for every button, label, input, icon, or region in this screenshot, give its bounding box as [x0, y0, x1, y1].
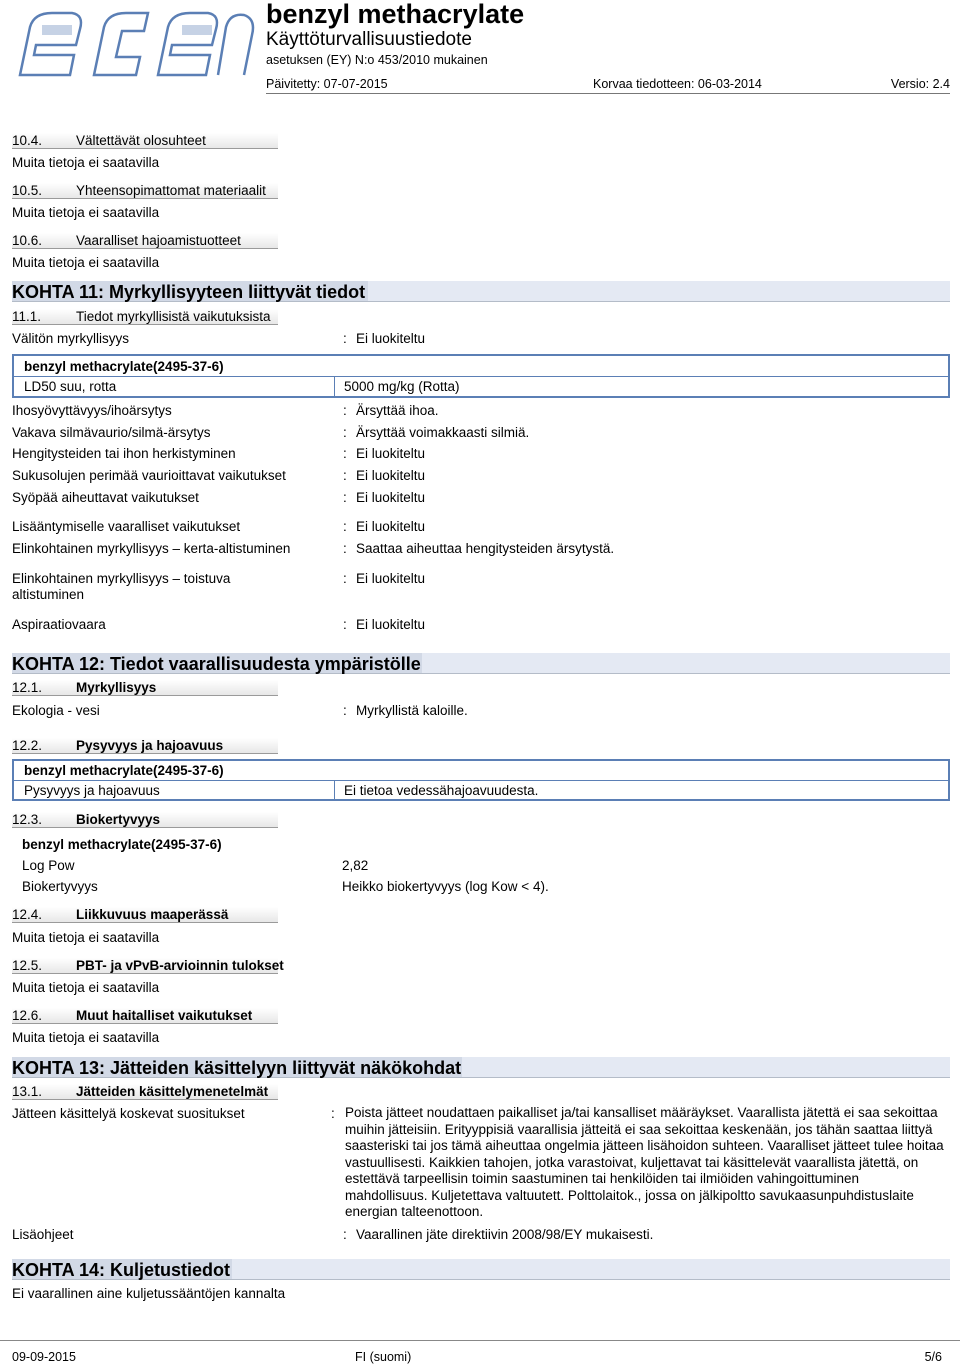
box-value: 5000 mg/kg (Rotta): [344, 379, 460, 394]
subsection-number: 11.1.: [12, 309, 42, 324]
section-14-header: [12, 1259, 950, 1280]
row-colon: :: [343, 541, 347, 556]
row-value: Ei luokiteltu: [356, 331, 426, 346]
box-value: Ei tietoa vedessähajoavuudesta.: [344, 783, 539, 798]
subsection-number: 10.6.: [12, 233, 43, 248]
row-value: Heikko biokertyvyys (log Kow < 4).: [342, 879, 549, 894]
row-label: Lisäohjeet: [12, 1227, 74, 1242]
subsection-title: Vaaralliset hajoamistuotteet: [76, 233, 241, 248]
footer-page: 5/6: [924, 1350, 942, 1364]
row-colon: :: [343, 571, 347, 586]
ecem-logo: [12, 5, 256, 87]
row-value: 2,82: [342, 858, 369, 873]
row-ecology-water: [12, 703, 950, 719]
subsection-title: Vältettävät olosuhteet: [76, 133, 206, 148]
row-acute-toxicity: [12, 331, 950, 347]
waste-recommendations-text: Poista jätteet noudattaen paikalliset ja/tai kansalliset määräykset. Vaarallista jätettä ei saa sekoittaa muihin jätteisiin. Erityyppisiä vaarallisia jätteitä ei saa sekoittaa keskenään, jos tähän saattaa liittyä saasteriski tai jos tämä aiheuttaa ongelmia jätteen lisähoidon suhteen. Vaaralliset jätteet tulee hoitaa vastuullisesti. Kaikkien tahojen, jotka varastoivat, kuljettavat tai käsittelevät vaarallista jätettä, on estettävä tarpeellisin toimin saastuminen tai henkilöiden tai ilmiöiden vahingoittuminen mahdollisuus. Kuljetettava valtuutett. Polttolaitok., jossa on jälkipoltto savukaasunpuhdistuslaite energian talteenottoon.: [345, 1105, 944, 1219]
row-label: Log Pow: [22, 858, 75, 873]
document-title: benzyl methacrylate: [266, 0, 525, 29]
row-colon: :: [343, 468, 347, 483]
subsection-number: 10.4.: [12, 133, 43, 148]
substance-label-bioaccumulation: benzyl methacrylate(2495-37-6): [22, 837, 222, 852]
section-title: KOHTA 13: Jätteiden käsittelyyn liittyvät näkökohdat: [12, 1058, 462, 1078]
row-eye-damage: [12, 425, 950, 441]
subsection-number: 13.1.: [12, 1084, 43, 1099]
row-value: Myrkyllistä kaloille.: [356, 703, 468, 718]
subsection-number: 12.1.: [12, 680, 43, 695]
text-12-4: Muita tietoja ei saatavilla: [12, 930, 160, 945]
section-title: KOHTA 12: Tiedot vaarallisuudesta ympäristölle: [12, 654, 421, 674]
transport-text: Ei vaarallinen aine kuljetussääntöjen kannalta: [12, 1286, 286, 1301]
row-value: Ei luokiteltu: [356, 490, 426, 505]
row-colon: :: [343, 425, 347, 440]
section-11-header: [12, 281, 950, 302]
version: Versio: 2.4: [890, 77, 950, 91]
section-13-header: [12, 1057, 950, 1078]
row-label: Syöpää aiheuttavat vaikutukset: [12, 490, 199, 505]
text-10-4: Muita tietoja ei saatavilla: [12, 155, 160, 170]
subsection-number: 10.5.: [12, 183, 43, 198]
row-value: Ärsyttää voimakkaasti silmiä.: [356, 425, 530, 440]
subsection-title: Biokertyvyys: [76, 812, 161, 827]
updated-date: Päivitetty: 07-07-2015: [266, 77, 388, 91]
subsection-title: Liikkuvuus maaperässä: [76, 907, 229, 922]
row-label-continued: altistuminen: [12, 587, 85, 602]
subsection-13-1: [12, 1084, 950, 1100]
row-colon: :: [343, 331, 347, 346]
row-label: Elinkohtainen myrkyllisyys – toistuva: [12, 571, 231, 586]
subsection-11-1: [12, 309, 950, 325]
subsection-title: Myrkyllisyys: [76, 680, 157, 695]
header-meta: [266, 75, 950, 94]
subsection-10-4: [12, 133, 950, 149]
section-title: KOHTA 14: Kuljetustiedot: [12, 1260, 231, 1280]
row-value: Vaarallinen jäte direktiivin 2008/98/EY mukaisesti.: [356, 1227, 654, 1242]
subsection-10-6: [12, 233, 950, 249]
subsection-number: 12.4.: [12, 907, 43, 922]
text-12-6: Muita tietoja ei saatavilla: [12, 1030, 160, 1045]
row-label: Ekologia - vesi: [12, 703, 100, 718]
row-colon: :: [343, 403, 347, 418]
row-label: Välitön myrkyllisyys: [12, 331, 130, 346]
row-value: Ei luokiteltu: [356, 468, 426, 483]
row-value: Ärsyttää ihoa.: [356, 403, 439, 418]
row-label: Aspiraatiovaara: [12, 617, 106, 632]
subsection-title: Yhteensopimattomat materiaalit: [76, 183, 266, 198]
row-colon: :: [343, 519, 347, 534]
subsection-title: Pysyvyys ja hajoavuus: [76, 738, 224, 753]
footer-divider: [0, 1340, 960, 1341]
text-10-5: Muita tietoja ei saatavilla: [12, 205, 160, 220]
row-value: Ei luokiteltu: [356, 519, 426, 534]
subsection-12-4: [12, 907, 950, 923]
subsection-number: 12.5.: [12, 958, 43, 973]
row-stot-single: [12, 541, 950, 557]
subsection-12-5: [12, 958, 950, 974]
row-value: Saattaa aiheuttaa hengitysteiden ärsytystä.: [356, 541, 615, 556]
subsection-10-5: [12, 183, 950, 199]
row-mutagenicity: [12, 468, 950, 484]
substance-box-persistence: [12, 759, 950, 801]
subsection-number: 12.3.: [12, 812, 43, 827]
subsection-12-1: [12, 680, 950, 696]
row-label: Lisääntymiselle vaaralliset vaikutukset: [12, 519, 241, 534]
subsection-title: Tiedot myrkyllisistä vaikutuksista: [76, 309, 271, 324]
box-label: LD50 suu, rotta: [24, 379, 117, 394]
row-value: Ei luokiteltu: [356, 617, 426, 632]
row-aspiration: [12, 617, 950, 633]
row-colon: :: [331, 1106, 335, 1121]
section-title: KOHTA 11: Myrkyllisyyteen liittyvät tiedot: [12, 282, 366, 302]
subsection-number: 12.2.: [12, 738, 43, 753]
row-label: Ihosyövyttävyys/ihoärsytys: [12, 403, 172, 418]
row-reproductive: [12, 519, 950, 535]
subsection-title: Jätteiden käsittelymenetelmät: [76, 1084, 269, 1099]
row-label: Elinkohtainen myrkyllisyys – kerta-altistuminen: [12, 541, 291, 556]
row-sensitisation: [12, 446, 950, 462]
subsection-number: 12.6.: [12, 1008, 43, 1023]
subsection-title: Muut haitalliset vaikutukset: [76, 1008, 253, 1023]
row-label: Sukusolujen perimää vaurioittavat vaikutukset: [12, 468, 286, 483]
row-bioaccumulation: [22, 879, 942, 895]
row-label: Biokertyvyys: [22, 879, 98, 894]
replaces-date: Korvaa tiedotteen: 06-03-2014: [593, 77, 762, 91]
row-log-pow: [22, 858, 942, 874]
subsection-12-2: [12, 738, 950, 754]
regulation-line: asetuksen (EY) N:o 453/2010 mukainen: [266, 53, 488, 67]
row-skin-irritation: [12, 403, 950, 419]
row-colon: :: [343, 617, 347, 632]
subsection-12-6: [12, 1008, 950, 1024]
row-colon: :: [343, 490, 347, 505]
text-12-5: Muita tietoja ei saatavilla: [12, 980, 160, 995]
row-label: Vakava silmävaurio/silmä-ärsytys: [12, 425, 211, 440]
row-stot-repeated: [12, 571, 950, 605]
footer-language: FI (suomi): [355, 1350, 412, 1364]
subsection-title: PBT- ja vPvB-arvioinnin tulokset: [76, 958, 284, 973]
row-carcinogenicity: [12, 490, 950, 506]
row-colon: :: [343, 446, 347, 461]
row-value: Ei luokiteltu: [356, 571, 426, 586]
subsection-12-3: [12, 812, 950, 828]
section-12-header: [12, 653, 950, 674]
row-label: Hengitysteiden tai ihon herkistyminen: [12, 446, 236, 461]
row-value: Ei luokiteltu: [356, 446, 426, 461]
box-substance: benzyl methacrylate(2495-37-6): [24, 359, 224, 374]
document-subtitle: Käyttöturvallisuustiedote: [266, 29, 472, 50]
text-10-6: Muita tietoja ei saatavilla: [12, 255, 160, 270]
row-colon: :: [343, 1227, 347, 1242]
waste-recommendations-label: Jätteen käsittelyä koskevat suositukset: [12, 1106, 245, 1121]
row-colon: :: [343, 703, 347, 718]
footer-date: 09-09-2015: [12, 1350, 76, 1364]
box-substance: benzyl methacrylate(2495-37-6): [24, 763, 224, 778]
row-additional-info: [12, 1227, 950, 1243]
substance-box-ld50: [12, 354, 950, 398]
box-label: Pysyvyys ja hajoavuus: [24, 783, 160, 798]
